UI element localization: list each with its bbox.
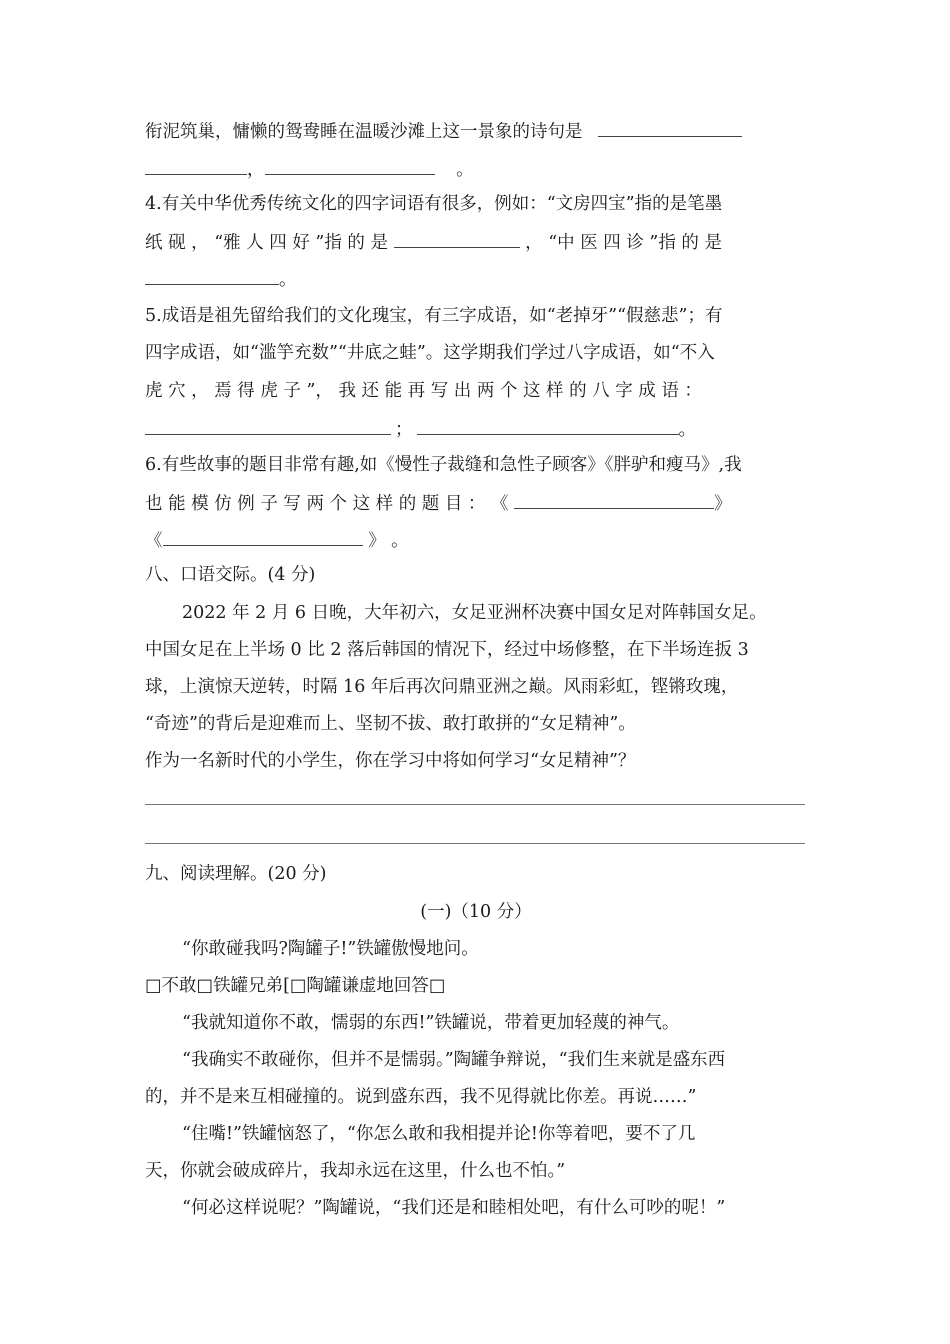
passage-line-7: 天，你就会破成碎片，我却永远在这里，什么也不怕。” bbox=[145, 1161, 566, 1181]
q5-answer-blank-2[interactable] bbox=[417, 416, 679, 435]
q3-end: 。 bbox=[456, 160, 474, 180]
q6-line3 bbox=[145, 527, 807, 553]
q3-sep: ， bbox=[247, 160, 265, 180]
passage-line-1: “你敢碰我吗?陶罐子!”铁罐傲慢地问。 bbox=[182, 939, 479, 959]
q3-line2 bbox=[145, 156, 807, 182]
passage-line-4: “我确实不敢碰你，但并不是懦弱。”陶罐争辩说，“我们生来就是盛东西 bbox=[182, 1050, 726, 1070]
q4-line2 bbox=[145, 229, 807, 255]
q4-line2-text-b: ， “中 医 四 诊 ”指 的 是 bbox=[525, 233, 722, 253]
q5-line2: 四字成语，如“滥竽充数”“井底之蛙”。这学期我们学过八字成语，如“不入 bbox=[145, 343, 715, 363]
q6-close-bracket-2: 》 。 bbox=[368, 531, 409, 551]
section8-heading: 八、口语交际。(4 分) bbox=[145, 565, 316, 585]
passage-line-5: 的，并不是来互相碰撞的。说到盛东西，我不见得就比你差。再说……” bbox=[145, 1087, 697, 1107]
q6-line1: 6.有些故事的题目非常有趣,如《慢性子裁缝和急性子顾客》《胖驴和瘦马》,我 bbox=[145, 455, 742, 475]
section8-paragraph-line1: 2022 年 2 月 6 日晚，大年初六，女足亚洲杯决赛中国女足对阵韩国女足。 bbox=[182, 603, 767, 623]
section8-question: 作为一名新时代的小学生，你在学习中将如何学习“女足精神”？ bbox=[145, 751, 636, 771]
section8-paragraph-line2: 中国女足在上半场 0 比 2 落后韩国的情况下，经过中场修整，在下半场连扳 3 bbox=[145, 640, 749, 660]
q6-answer-blank-1[interactable] bbox=[514, 490, 714, 509]
q6-open-bracket-2: 《 bbox=[145, 531, 163, 551]
q3-text: 衔泥筑巢，慵懒的鸳鸯睡在温暖沙滩上这一景象的诗句是 bbox=[145, 122, 583, 142]
section8-answer-line-2[interactable] bbox=[145, 843, 805, 844]
section8-answer-line-1[interactable] bbox=[145, 804, 805, 805]
q3-line1 bbox=[145, 118, 807, 144]
passage-line-8: “何必这样说呢？”陶罐说，“我们还是和睦相处吧，有什么可吵的呢！” bbox=[182, 1198, 726, 1218]
q4-answer-blank-1[interactable] bbox=[394, 229, 520, 248]
q5-answer-blank-1[interactable] bbox=[145, 416, 391, 435]
q4-answer-blank-2[interactable] bbox=[145, 266, 279, 285]
section9-heading: 九、阅读理解。(20 分) bbox=[145, 864, 327, 884]
q6-line2-text: 也 能 模 仿 例 子 写 两 个 这 样 的 题 目 ： 《 bbox=[145, 494, 509, 514]
q4-end: 。 bbox=[279, 270, 297, 290]
passage-line-6: “住嘴!”铁罐恼怒了，“你怎么敢和我相提并论!你等着吧，要不了几 bbox=[182, 1124, 696, 1144]
section8-paragraph-line3: 球，上演惊天逆转，时隔 16 年后再次问鼎亚洲之巅。风雨彩虹，铿锵玫瑰， bbox=[145, 677, 739, 697]
q6-line2 bbox=[145, 490, 807, 516]
q3-answer-blank-2[interactable] bbox=[145, 156, 247, 175]
q4-line2-text-a: 纸 砚 ， “雅 人 四 好 ”指 的 是 bbox=[145, 233, 388, 253]
section9-subheading: (一)（10 分） bbox=[420, 902, 532, 922]
section8-paragraph-line4: “奇迹”的背后是迎难而上、坚韧不拔、敢打敢拼的“女足精神”。 bbox=[145, 714, 636, 734]
passage-line-3: “我就知道你不敢，懦弱的东西!”铁罐说，带着更加轻蔑的神气。 bbox=[182, 1013, 680, 1033]
q5-end: 。 bbox=[678, 420, 696, 440]
q3-answer-blank-3[interactable] bbox=[265, 156, 435, 175]
q6-close-bracket-1: 》 bbox=[714, 494, 732, 514]
passage-line-2: □不敢□铁罐兄弟[□陶罐谦虚地回答□ bbox=[145, 976, 446, 996]
q5-sep: ； bbox=[395, 420, 413, 440]
q6-answer-blank-2[interactable] bbox=[163, 527, 363, 546]
q4-line1: 4.有关中华优秀传统文化的四字词语有很多，例如：“文房四宝”指的是笔墨 bbox=[145, 194, 723, 214]
q5-line3: 虎 穴 ， 焉 得 虎 子 ”， 我 还 能 再 写 出 两 个 这 样 的 八 字 成 语 ： bbox=[145, 381, 702, 401]
q5-line1: 5.成语是祖先留给我们的文化瑰宝，有三字成语，如“老掉牙”“假慈悲”；有 bbox=[145, 306, 723, 326]
q4-line3 bbox=[145, 266, 807, 292]
q5-line4 bbox=[145, 416, 807, 442]
q3-answer-blank-1[interactable] bbox=[598, 118, 742, 137]
